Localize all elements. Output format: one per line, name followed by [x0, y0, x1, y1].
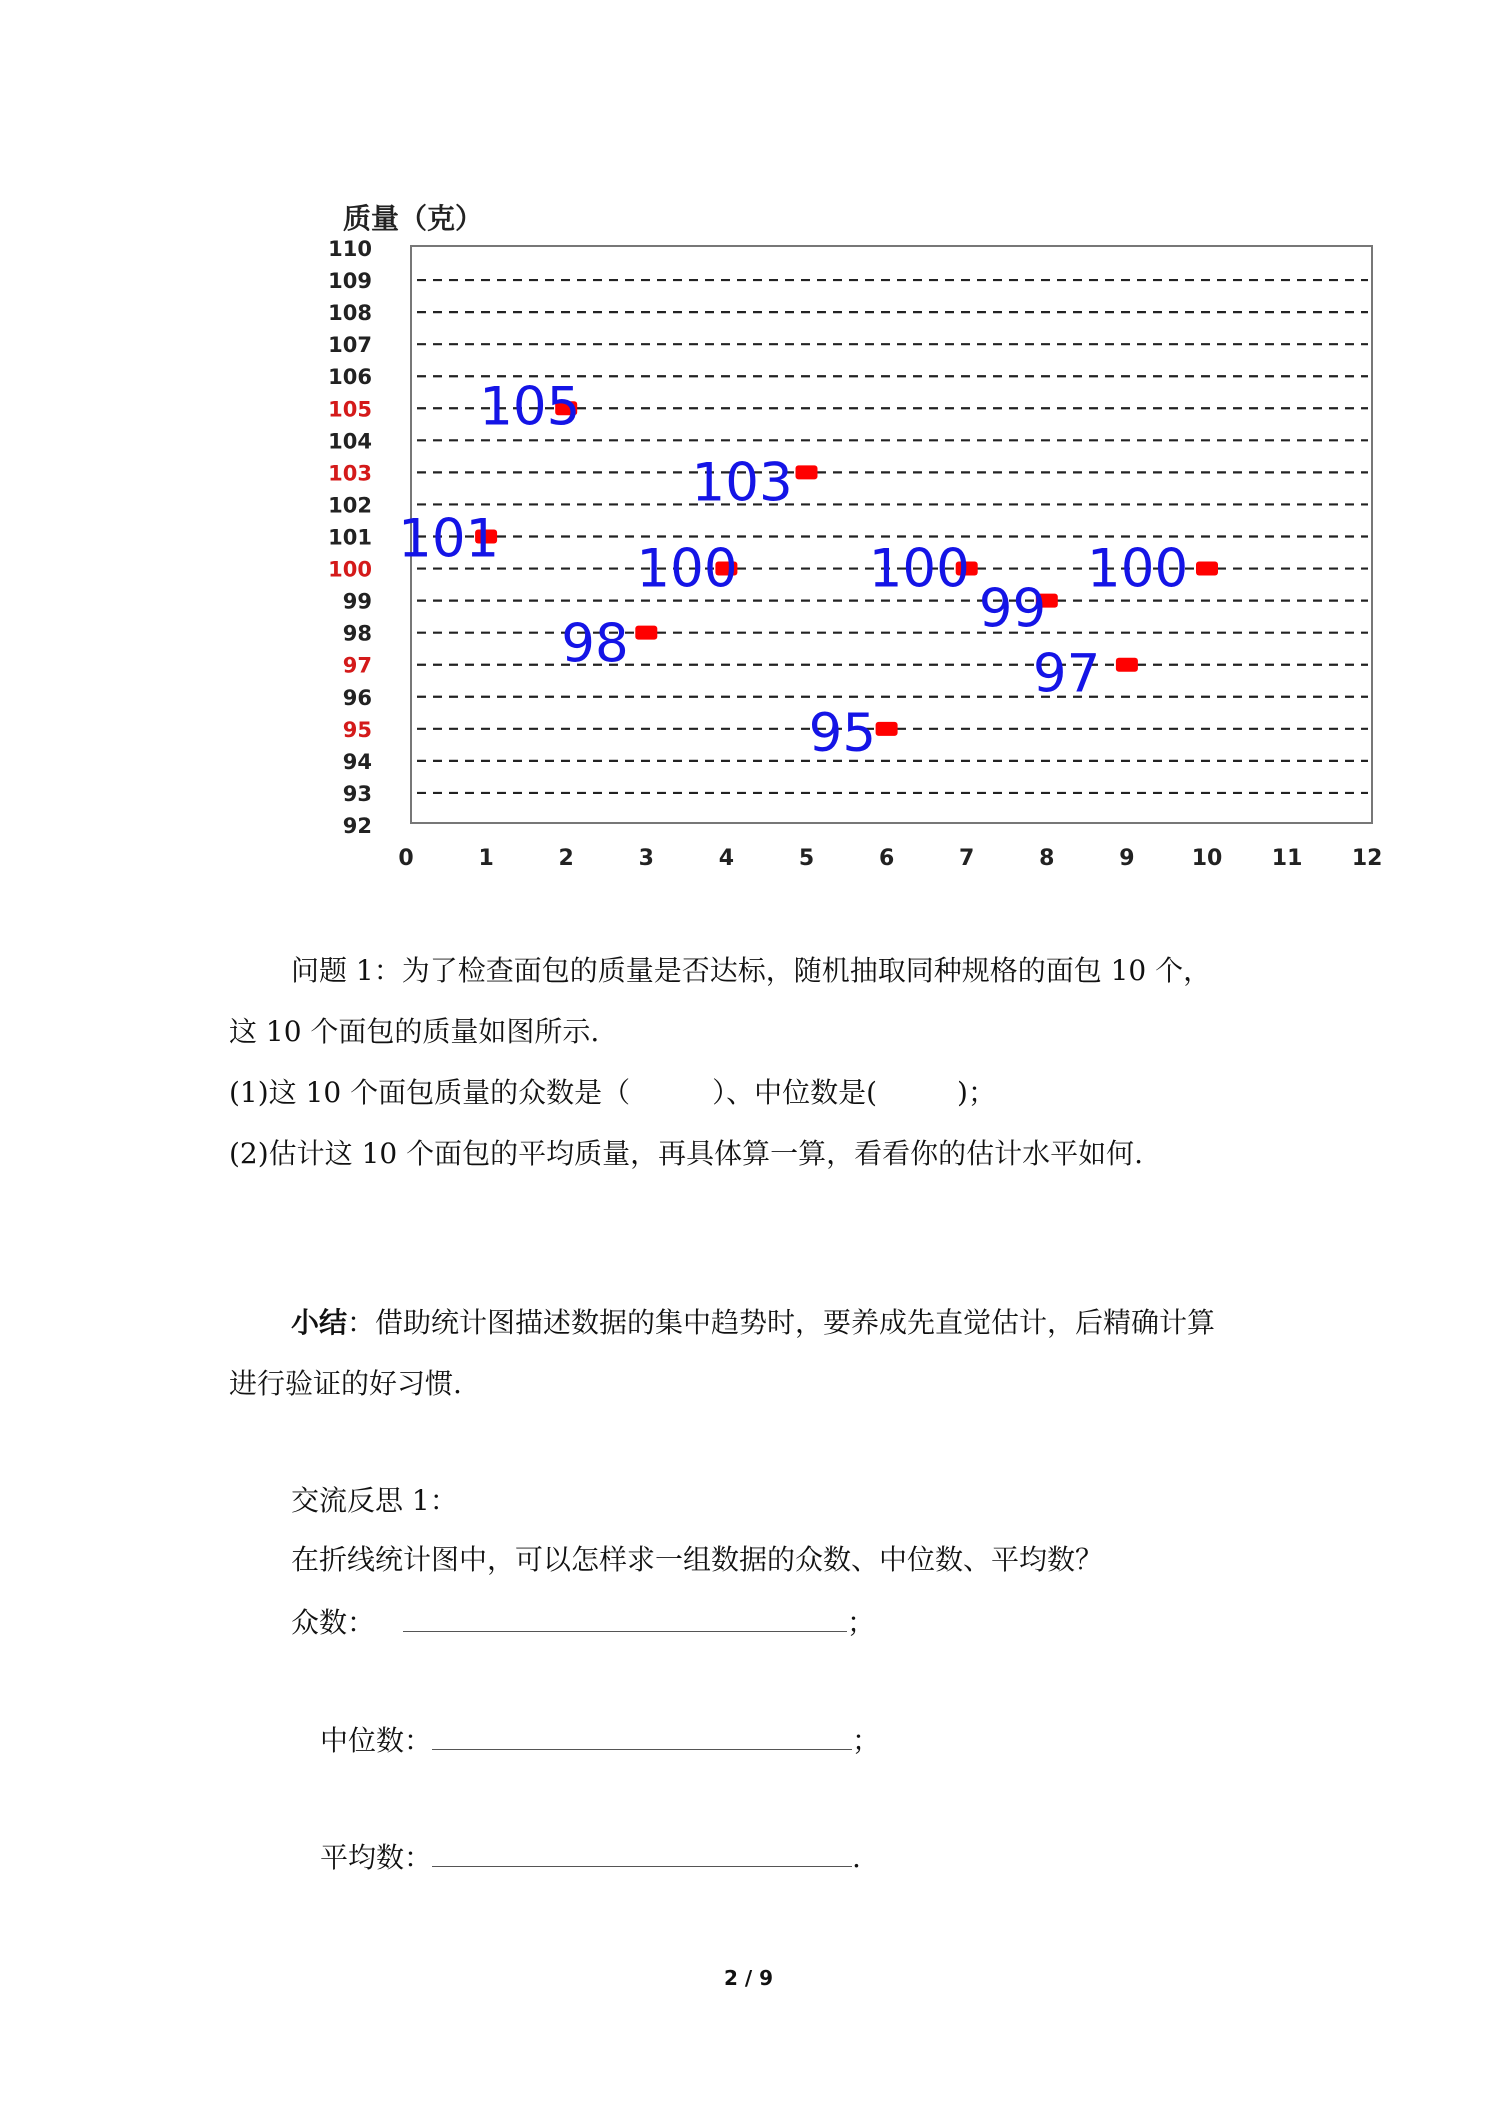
x-tick-label: 1 — [478, 846, 494, 871]
question-1-part-2: (2)估计这 10 个面包的平均质量，再具体算一算，看看你的估计水平如何. — [229, 1137, 1143, 1170]
plot-frame — [411, 246, 1372, 823]
x-tick-label: 7 — [959, 846, 975, 871]
part-1-suffix: )； — [957, 1076, 996, 1109]
y-tick-label: 100 — [328, 557, 372, 582]
x-tick-label: 0 — [398, 846, 414, 871]
mode-label: 众数： — [291, 1606, 376, 1639]
median-end: ； — [852, 1724, 881, 1757]
x-tick-label: 10 — [1191, 846, 1223, 871]
mean-input-line[interactable] — [432, 1840, 852, 1867]
y-tick-label: 97 — [342, 653, 372, 678]
y-tick-label: 110 — [328, 237, 372, 261]
y-tick-label: 95 — [342, 717, 372, 742]
page-number: 2 / 9 — [724, 1966, 774, 1990]
median-input-line[interactable] — [432, 1723, 852, 1750]
part-1-middle: ）、中位数是( — [712, 1076, 878, 1109]
y-tick-label: 104 — [328, 429, 372, 454]
data-point-label: 98 — [561, 613, 629, 675]
y-tick-label: 102 — [328, 493, 372, 518]
y-axis-label: 质量（克） — [343, 202, 484, 235]
reflection-question: 在折线统计图中，可以怎样求一组数据的众数、中位数、平均数？ — [291, 1543, 1104, 1576]
data-point-label: 103 — [691, 452, 793, 514]
summary-label: 小结 — [291, 1306, 348, 1339]
y-tick-label: 108 — [328, 301, 372, 326]
data-point-marker — [876, 722, 898, 736]
y-tick-label: 101 — [328, 525, 372, 550]
median-label: 中位数： — [320, 1724, 433, 1757]
mode-end: ； — [847, 1606, 876, 1639]
data-point-label: 100 — [868, 538, 970, 600]
question-1-line-2: 这 10 个面包的质量如图所示. — [229, 1015, 600, 1048]
bread-weight-chart — [0, 0, 1488, 900]
y-tick-label: 106 — [328, 365, 372, 390]
x-tick-label: 3 — [638, 846, 654, 871]
y-tick-label: 93 — [342, 781, 372, 806]
data-point-label: 99 — [978, 578, 1047, 640]
data-point-marker — [796, 465, 818, 479]
x-tick-label: 12 — [1351, 846, 1383, 871]
y-tick-label: 105 — [328, 397, 372, 422]
x-tick-label: 2 — [558, 846, 574, 871]
x-tick-label: 8 — [1039, 846, 1055, 871]
data-point-label: 100 — [1087, 538, 1189, 600]
data-point-marker — [1116, 658, 1138, 672]
x-tick-label: 4 — [718, 846, 735, 871]
y-tick-label: 99 — [342, 589, 372, 614]
median-row — [320, 1723, 880, 1755]
x-tick-label: 9 — [1119, 846, 1135, 871]
x-tick-label: 5 — [798, 846, 815, 871]
mode-input-line[interactable] — [403, 1605, 847, 1632]
y-tick-label: 103 — [328, 461, 372, 486]
question-1-line-1: 问题 1：为了检查面包的质量是否达标，随机抽取同种规格的面包 10 个， — [291, 954, 1212, 987]
mean-label: 平均数： — [320, 1841, 433, 1874]
question-1-part-1 — [229, 1076, 996, 1109]
y-tick-label: 98 — [342, 621, 372, 646]
y-tick-label: 92 — [342, 814, 372, 838]
data-point-label: 101 — [398, 508, 500, 570]
x-tick-label: 11 — [1271, 846, 1303, 871]
data-point-marker — [1196, 562, 1218, 576]
y-tick-label: 109 — [328, 269, 372, 294]
data-point-label: 97 — [1032, 643, 1101, 705]
y-tick-label: 96 — [342, 685, 372, 710]
data-point-label: 100 — [636, 538, 738, 600]
y-tick-label: 94 — [342, 749, 372, 774]
mode-row — [291, 1605, 875, 1637]
x-tick-label: 6 — [878, 846, 895, 871]
data-point-marker — [635, 626, 657, 640]
data-point-label: 105 — [479, 376, 581, 438]
y-tick-label: 107 — [328, 333, 372, 358]
summary-line-1 — [291, 1306, 1216, 1339]
reflection-title: 交流反思 1： — [291, 1484, 458, 1517]
data-point-label: 95 — [808, 702, 877, 764]
summary-text: ：借助统计图描述数据的集中趋势时，要养成先直觉估计，后精确计算 — [347, 1306, 1216, 1339]
summary-line-2: 进行验证的好习惯. — [229, 1367, 462, 1400]
part-1-prefix: (1)这 10 个面包质量的众数是（ — [229, 1076, 631, 1109]
mean-row — [320, 1840, 861, 1872]
mean-end: . — [852, 1841, 861, 1874]
